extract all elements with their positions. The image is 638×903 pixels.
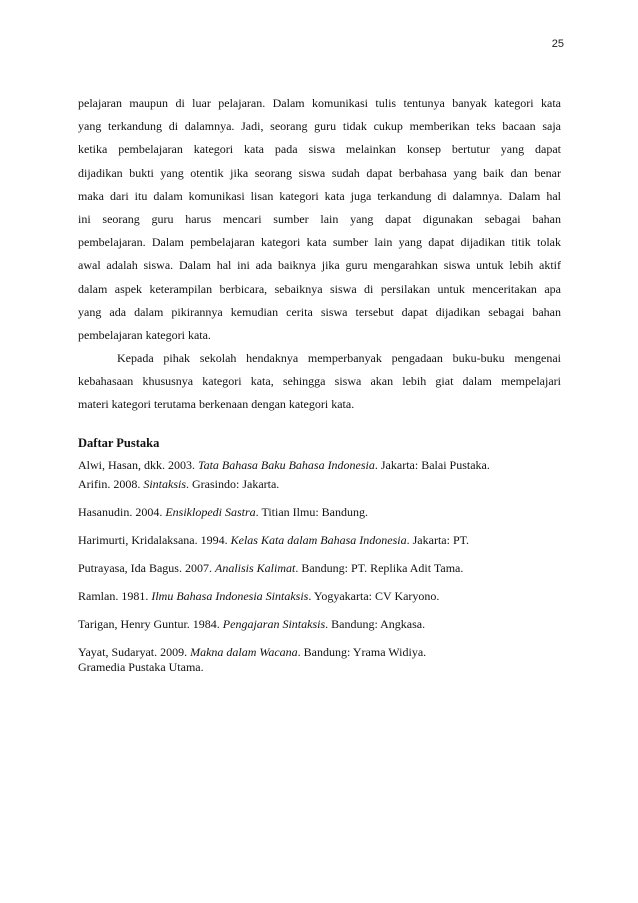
reference-entry xyxy=(78,533,561,548)
reference-publisher: . Yogyakarta: CV Karyono. xyxy=(308,589,440,603)
text-line: kebahasaan khususnya kategori kata, sehingga siswa akan lebih giat dalam mempelajari xyxy=(78,374,561,389)
text-line: ini seorang guru harus mencari sumber lain yang dapat digunakan sebagai bahan xyxy=(78,211,561,226)
text-line: materi kategori terutama berkenaan dengan kategori kata. xyxy=(78,397,355,412)
reference-title: Sintaksis xyxy=(143,477,186,491)
reference-author-year: Harimurti, Kridalaksana. 1994. xyxy=(78,533,231,547)
reference-author-year: Putrayasa, Ida Bagus. 2007. xyxy=(78,561,215,575)
reference-entry xyxy=(78,617,561,632)
reference-continuation: Gramedia Pustaka Utama. xyxy=(78,660,204,674)
reference-entry xyxy=(78,645,561,660)
bibliography-list xyxy=(78,458,561,674)
reference-publisher: . Bandung: Angkasa. xyxy=(325,617,426,631)
reference-entry xyxy=(78,561,561,576)
reference-publisher: . Bandung: Yrama Widiya. xyxy=(297,645,427,659)
text-line: yang ada dalam pikirannya kemudian cerita siswa tersebut dapat dijadikan sebagai bahan xyxy=(78,304,561,319)
paragraph xyxy=(78,92,561,347)
text-line: maka dari itu dalam komunikasi lisan kategori kata juga terkandung di dalamnya. Dalam hal xyxy=(78,188,561,203)
reference-author-year: Ramlan. 1981. xyxy=(78,589,152,603)
bibliography-heading: Daftar Pustaka xyxy=(78,436,160,450)
reference-author-year: Alwi, Hasan, dkk. 2003. xyxy=(78,458,198,472)
paragraph xyxy=(78,347,561,417)
reference-author-year: Arifin. 2008. xyxy=(78,477,144,491)
text-line: pembelajaran kategori kata. xyxy=(78,327,211,342)
reference-title: Analisis Kalimat xyxy=(214,561,296,575)
reference-publisher: . Titian Ilmu: Bandung. xyxy=(255,505,369,519)
reference-title: Pengajaran Sintaksis xyxy=(222,617,326,631)
reference-publisher: . Jakarta: Balai Pustaka. xyxy=(374,458,490,472)
reference-author-year: Yayat, Sudaryat. 2009. xyxy=(78,645,191,659)
reference-author-year: Hasanudin. 2004. xyxy=(78,505,166,519)
reference-title: Makna dalam Wacana xyxy=(190,645,298,659)
reference-entry xyxy=(78,477,561,492)
reference-title: Ensiklopedi Sastra xyxy=(165,505,256,519)
text-line: dijadikan bukti yang otentik jika seorang siswa sudah dapat berbahasa yang baik dan benar xyxy=(78,165,561,180)
reference-title: Kelas Kata dalam Bahasa Indonesia xyxy=(230,533,407,547)
text-line: yang terkandung di dalamnya. Jadi, seorang guru tidak cukup memberikan teks bacaan saja xyxy=(78,119,561,134)
text-line: Kepada pihak sekolah hendaknya memperbanyak pengadaan buku-buku mengenai xyxy=(117,351,561,366)
body-text xyxy=(78,92,561,417)
reference-author-year: Tarigan, Henry Guntur. 1984. xyxy=(78,617,223,631)
reference-publisher: . Jakarta: PT. xyxy=(406,533,470,547)
bibliography xyxy=(78,436,561,674)
reference-publisher: . Grasindo: Jakarta. xyxy=(186,477,280,491)
text-line: awal adalah siswa. Dalam hal ini ada baiknya jika guru mengarahkan siswa untuk lebih aktif xyxy=(78,258,561,273)
reference-entry xyxy=(78,458,561,473)
text-line: pembelajaran. Dalam pembelajaran kategori kata sumber lain yang dapat dijadikan titik tolak xyxy=(78,235,561,250)
text-line: dalam aspek keterampilan berbicara, sebaiknya siswa di persilakan untuk menceritakan apa xyxy=(78,281,561,296)
text-line: ketika pembelajaran kategori kata pada siswa melainkan konsep bertutur yang dapat xyxy=(78,142,561,157)
page-number: 25 xyxy=(551,38,564,50)
reference-title: Tata Bahasa Baku Bahasa Indonesia xyxy=(198,458,375,472)
reference-publisher: . Bandung: PT. Replika Adit Tama. xyxy=(295,561,464,575)
reference-entry xyxy=(78,589,561,604)
reference-entry xyxy=(78,505,561,520)
text-line: pelajaran maupun di luar pelajaran. Dalam komunikasi tulis tentunya banyak kategori kata xyxy=(78,96,561,110)
reference-title: Ilmu Bahasa Indonesia Sintaksis xyxy=(151,589,309,603)
